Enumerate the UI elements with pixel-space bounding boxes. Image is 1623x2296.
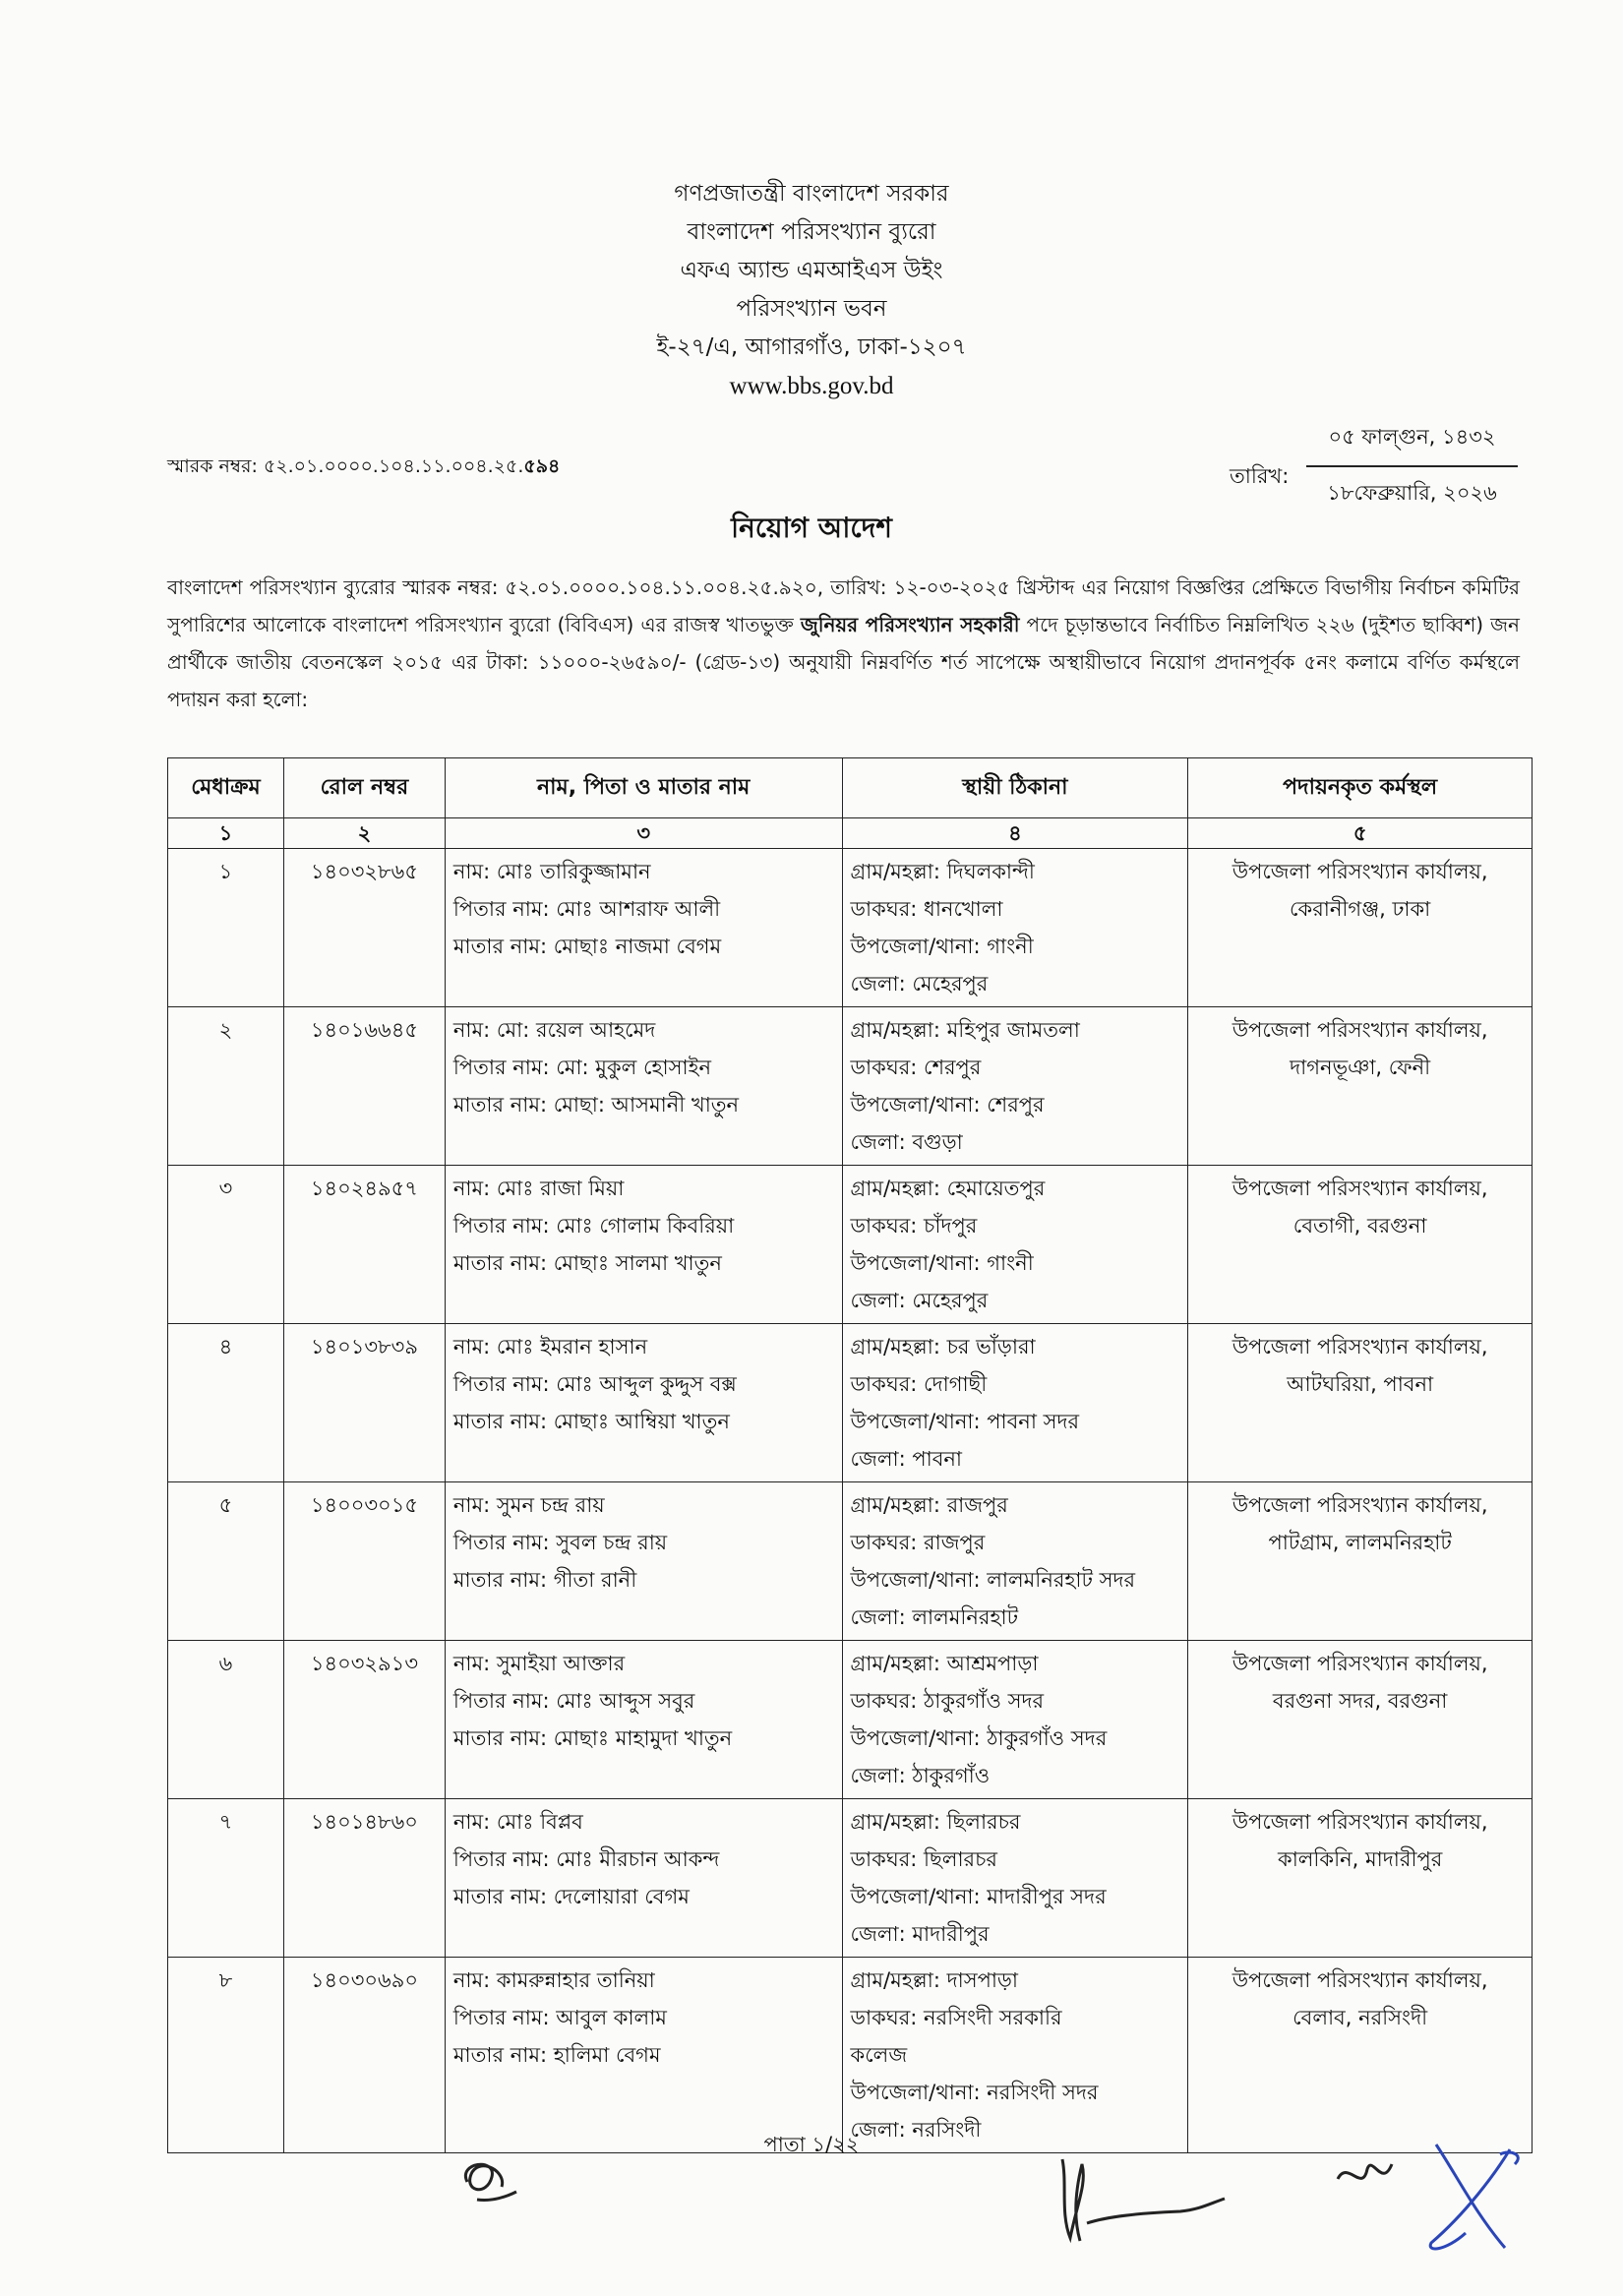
- address-line: গ্রাম/মহল্লা: রাজপুর: [850, 1493, 1008, 1517]
- candidate-name: নাম: কামরুন্নাহার তানিয়া: [452, 1968, 655, 1992]
- posting-line: আটঘরিয়া, পাবনা: [1287, 1372, 1434, 1396]
- col-number: ৪: [842, 818, 1188, 849]
- roll-cell: [283, 1482, 445, 1641]
- candidate-name: নাম: মোঃ রাজা মিয়া: [452, 1177, 625, 1200]
- memo-row: [167, 421, 1520, 510]
- roll-cell: [283, 1324, 445, 1482]
- website-link[interactable]: www.bbs.gov.bd: [729, 373, 894, 399]
- table-row: [168, 1799, 1533, 1958]
- table-row: [168, 1482, 1533, 1641]
- address-line: ডাকঘর: চাঁদপুর: [850, 1214, 978, 1238]
- posting-cell: [1188, 1799, 1533, 1958]
- name-cell: [445, 849, 842, 1007]
- date-label: তারিখ:: [1230, 464, 1290, 488]
- merit-number: ২: [218, 1018, 233, 1042]
- posting-line: বেলাব, নরসিংদী: [1292, 2006, 1428, 2029]
- father-name: পিতার নাম: মোঃ আব্দুল কুদ্দুস বক্স: [452, 1372, 737, 1396]
- mother-name: মাতার নাম: মোছা: আসমানী খাতুন: [452, 1093, 740, 1117]
- page-number: পাতা ১/২২: [763, 2133, 860, 2156]
- memo-number: স্মারক নম্বর: ৫২.০১.০০০০.১০৪.১১.০০৪.২৫.৫৯৪: [167, 455, 561, 477]
- address-cell: [842, 1799, 1188, 1958]
- address-line: জেলা: লালমনিরহাট: [850, 1605, 1019, 1629]
- posting-line: উপজেলা পরিসংখ্যান কার্যালয়,: [1232, 1177, 1488, 1200]
- initial-signature-right: [1328, 2149, 1407, 2208]
- merit-number: ৫: [218, 1493, 233, 1517]
- name-cell: [445, 1324, 842, 1482]
- name-cell: [445, 1958, 842, 2153]
- posting-cell: [1188, 1166, 1533, 1324]
- col-number: ৫: [1188, 818, 1533, 849]
- roll-cell: [283, 1166, 445, 1324]
- name-cell: [445, 1799, 842, 1958]
- candidate-name: নাম: সুমন চন্দ্র রায়: [452, 1493, 605, 1517]
- col-number: ৩: [445, 818, 842, 849]
- mother-name: মাতার নাম: মোছাঃ সালমা খাতুন: [452, 1251, 722, 1275]
- roll-number: ১৪০৩০৬৯০: [310, 1968, 418, 1992]
- address-line: গ্রাম/মহল্লা: আশ্রমপাড়া: [850, 1652, 1039, 1675]
- address-line: উপজেলা/থানা: গাংনী: [850, 1251, 1034, 1275]
- header-posting: পদায়নকৃত কর্মস্থল: [1188, 758, 1533, 818]
- page-title: নিয়োগ আদেশ: [731, 512, 892, 544]
- address-line: জেলা: মেহেরপুর: [850, 972, 989, 996]
- posting-line: উপজেলা পরিসংখ্যান কার্যালয়,: [1232, 1018, 1488, 1042]
- merit-cell: [168, 1799, 284, 1958]
- posting-line: বেতাগী, বরগুনা: [1292, 1214, 1427, 1238]
- col-number: ১: [168, 818, 284, 849]
- posting-cell: [1188, 1007, 1533, 1166]
- appointment-table: [167, 757, 1533, 2153]
- address-line: জেলা: বগুড়া: [850, 1130, 963, 1154]
- bureau-name: বাংলাদেশ পরিসংখ্যান ব্যুরো: [687, 219, 936, 245]
- table-row: [168, 1641, 1533, 1799]
- header-name: নাম, পিতা ও মাতার নাম: [445, 758, 842, 818]
- address-line: উপজেলা/থানা: মাদারীপুর সদর: [850, 1885, 1107, 1908]
- address-line: গ্রাম/মহল্লা: দাসপাড়া: [850, 1968, 1018, 1992]
- date-box: [1306, 421, 1518, 512]
- father-name: পিতার নাম: সুবল চন্দ্র রায়: [452, 1531, 668, 1554]
- address-line: ডাকঘর: শেরপুর: [850, 1056, 982, 1079]
- header-roll: রোল নম্বর: [283, 758, 445, 818]
- merit-cell: [168, 1641, 284, 1799]
- posting-line: কালকিনি, মাদারীপুর: [1278, 1847, 1443, 1871]
- mother-name: মাতার নাম: গীতা রানী: [452, 1568, 637, 1592]
- roll-number: ১৪০৩২৮৬৫: [310, 860, 418, 883]
- signature-middle: [1043, 2145, 1239, 2253]
- wing-name: এফএ অ্যান্ড এমআইএস উইং: [680, 258, 943, 283]
- mother-name: মাতার নাম: মোছাঃ মাহামুদা খাতুন: [452, 1726, 733, 1750]
- roll-cell: [283, 1641, 445, 1799]
- posting-line: পাটগ্রাম, লালমনিরহাট: [1268, 1531, 1452, 1554]
- mother-name: মাতার নাম: হালিমা বেগম: [452, 2043, 661, 2067]
- posting-cell: [1188, 1641, 1533, 1799]
- header-address: স্থায়ী ঠিকানা: [842, 758, 1188, 818]
- posting-line: উপজেলা পরিসংখ্যান কার্যালয়,: [1232, 1810, 1488, 1834]
- father-name: পিতার নাম: মোঃ আশরাফ আলী: [452, 897, 721, 921]
- address-line: গ্রাম/মহল্লা: চর ভাঁড়ারা: [850, 1335, 1036, 1359]
- address-line: উপজেলা/থানা: পাবনা সদর: [850, 1410, 1080, 1433]
- address-cell: [842, 1482, 1188, 1641]
- roll-cell: [283, 1007, 445, 1166]
- column-number-row: [168, 818, 1533, 849]
- address-line: উপজেলা/থানা: গাংনী: [850, 935, 1034, 958]
- father-name: পিতার নাম: মোঃ আব্দুস সবুর: [452, 1689, 695, 1713]
- posting-line: উপজেলা পরিসংখ্যান কার্যালয়,: [1232, 860, 1488, 883]
- candidate-name: নাম: মোঃ বিপ্লব: [452, 1810, 583, 1834]
- address-cell: [842, 1324, 1188, 1482]
- address-line: জেলা: পাবনা: [850, 1447, 962, 1471]
- name-cell: [445, 1641, 842, 1799]
- mother-name: মাতার নাম: দেলোয়ারা বেগম: [452, 1885, 690, 1908]
- table-header-row: [168, 758, 1533, 818]
- father-name: পিতার নাম: আবুল কালাম: [452, 2006, 667, 2029]
- address-line: ডাকঘর: ছিলারচর: [850, 1847, 997, 1871]
- address-line: উপজেলা/থানা: নরসিংদী সদর: [850, 2081, 1099, 2104]
- posting-line: কেরানীগঞ্জ, ঢাকা: [1290, 897, 1431, 921]
- name-cell: [445, 1482, 842, 1641]
- letterhead: [0, 175, 1623, 405]
- roll-number: ১৪০৩২৯১৩: [310, 1652, 418, 1675]
- address-line: ডাকঘর: রাজপুর: [850, 1531, 986, 1554]
- roll-number: ১৪০০৩০১৫: [310, 1493, 418, 1517]
- roll-number: ১৪০১৪৮৬০: [310, 1810, 418, 1834]
- table-row: [168, 1007, 1533, 1166]
- merit-cell: [168, 1958, 284, 2153]
- roll-number: ১৪০১৩৮৩৯: [310, 1335, 418, 1359]
- name-cell: [445, 1166, 842, 1324]
- posting-line: উপজেলা পরিসংখ্যান কার্যালয়,: [1232, 1335, 1488, 1359]
- govt-name: গণপ্রজাতন্ত্রী বাংলাদেশ সরকার: [674, 181, 949, 207]
- address-cell: [842, 1641, 1188, 1799]
- roll-number: ১৪০২৪৯৫৭: [310, 1177, 418, 1200]
- address-cell: [842, 1958, 1188, 2153]
- merit-number: ৬: [218, 1652, 233, 1675]
- merit-cell: [168, 1007, 284, 1166]
- posting-cell: [1188, 1482, 1533, 1641]
- roll-cell: [283, 849, 445, 1007]
- address-line: উপজেলা/থানা: ঠাকুরগাঁও সদর: [850, 1726, 1108, 1750]
- address-line: গ্রাম/মহল্লা: ছিলারচর: [850, 1810, 1021, 1834]
- date-gregorian: ১৮ফেব্রুয়ারি, ২০২৬: [1327, 481, 1497, 505]
- posting-cell: [1188, 849, 1533, 1007]
- posting-line: উপজেলা পরিসংখ্যান কার্যালয়,: [1232, 1968, 1488, 1992]
- address-line: কলেজ: [850, 2043, 908, 2067]
- merit-number: ৮: [218, 1968, 233, 1992]
- address-line: গ্রাম/মহল্লা: দিঘলকান্দী: [850, 860, 1035, 883]
- merit-number: ১: [218, 860, 233, 883]
- merit-cell: [168, 1482, 284, 1641]
- merit-number: ৩: [218, 1177, 233, 1200]
- header-merit: মেধাক্রম: [168, 758, 284, 818]
- address-line: উপজেলা/থানা: লালমনিরহাট সদর: [850, 1568, 1136, 1592]
- mother-name: মাতার নাম: মোছাঃ আম্বিয়া খাতুন: [452, 1410, 730, 1433]
- candidate-name: নাম: মো: রয়েল আহমেদ: [452, 1018, 656, 1042]
- address-cell: [842, 1166, 1188, 1324]
- candidate-name: নাম: সুমাইয়া আক্তার: [452, 1652, 626, 1675]
- candidate-name: নাম: মোঃ ইমরান হাসান: [452, 1335, 648, 1359]
- posting-cell: [1188, 1958, 1533, 2153]
- father-name: পিতার নাম: মো: মুকুল হোসাইন: [452, 1056, 712, 1079]
- merit-number: ৭: [218, 1810, 233, 1834]
- initial-signature-left: [448, 2152, 526, 2211]
- address-line: উপজেলা/থানা: শেরপুর: [850, 1093, 1045, 1117]
- father-name: পিতার নাম: মোঃ মীরচান আকন্দ: [452, 1847, 720, 1871]
- posting-line: উপজেলা পরিসংখ্যান কার্যালয়,: [1232, 1652, 1488, 1675]
- address-line: ডাকঘর: ধানখোলা: [850, 897, 1003, 921]
- mother-name: মাতার নাম: মোছাঃ নাজমা বেগম: [452, 935, 722, 958]
- address-cell: [842, 849, 1188, 1007]
- father-name: পিতার নাম: মোঃ গোলাম কিবরিয়া: [452, 1214, 735, 1238]
- address-line: জেলা: নরসিংদী: [850, 2118, 982, 2142]
- table-row: [168, 1324, 1533, 1482]
- roll-number: ১৪০১৬৬৪৫: [310, 1018, 418, 1042]
- address: ই-২৭/এ, আগারগাঁও, ঢাকা-১২০৭: [656, 334, 967, 360]
- merit-cell: [168, 849, 284, 1007]
- table-row: [168, 1958, 1533, 2153]
- address-line: গ্রাম/মহল্লা: হেমায়েতপুর: [850, 1177, 1046, 1200]
- address-line: জেলা: ঠাকুরগাঁও: [850, 1764, 991, 1787]
- address-line: ডাকঘর: ঠাকুরগাঁও সদর: [850, 1689, 1045, 1713]
- posting-line: দাগনভূঞা, ফেনী: [1290, 1056, 1431, 1079]
- address-line: ডাকঘর: দোগাছী: [850, 1372, 988, 1396]
- address-line: ডাকঘর: নরসিংদী সরকারি: [850, 2006, 1062, 2029]
- candidate-name: নাম: মোঃ তারিকুজ্জামান: [452, 860, 651, 883]
- merit-cell: [168, 1324, 284, 1482]
- posting-cell: [1188, 1324, 1533, 1482]
- table-row: [168, 1166, 1533, 1324]
- merit-cell: [168, 1166, 284, 1324]
- intro-paragraph: বাংলাদেশ পরিসংখ্যান ব্যুরোর স্মারক নম্বর: ৫২.০১.০০০০.১০৪.১১.০০৪.২৫.৯২০, তারিখ: ১২-০৩-২০২৫ খ্রিস্টাব্দ এর নিয়োগ বিজ্ঞপ্তির প্রেক্ষিতে বিভাগীয় নির্বাচন কমিটির সুপারিশের আলোকে বাংলাদেশ পরিসংখ্যান ব্যুরো (বিবিএস) এর রাজস্ব খাতভুক্ত জুনিয়র পরিসংখ্যান সহকারী পদে চূড়ান্তভাবে নির্বাচিত নিম্নলিখিত ২২৬ (দুইশত ছাব্বিশ) জন প্রার্থীকে জাতীয় বেতনস্কেল ২০১৫ এর টাকা: ১১০০০-২৬৫৯০/- (গ্রেড-১৩) অনুযায়ী নিম্নবর্ণিত শর্ত সাপেক্ষে অস্থায়ীভাবে নিয়োগ প্রদানপূর্বক ৫নং কলামে বর্ণিত কর্মস্থলে পদায়ন করা হলো:: [167, 575, 1520, 711]
- posting-line: উপজেলা পরিসংখ্যান কার্যালয়,: [1232, 1493, 1488, 1517]
- name-cell: [445, 1007, 842, 1166]
- address-line: জেলা: মেহেরপুর: [850, 1289, 989, 1312]
- address-line: গ্রাম/মহল্লা: মহিপুর জামতলা: [850, 1018, 1080, 1042]
- table-row: [168, 849, 1533, 1007]
- roll-cell: [283, 1958, 445, 2153]
- signature-blue: [1416, 2135, 1544, 2263]
- date-bangla: ০৫ ফাল্গুন, ১৪৩২: [1306, 421, 1518, 467]
- col-number: ২: [283, 818, 445, 849]
- building-name: পরিসংখ্যান ভবন: [736, 296, 887, 322]
- merit-number: ৪: [218, 1335, 233, 1359]
- posting-line: বরগুনা সদর, বরগুনা: [1272, 1689, 1448, 1713]
- roll-cell: [283, 1799, 445, 1958]
- address-line: জেলা: মাদারীপুর: [850, 1922, 990, 1946]
- address-cell: [842, 1007, 1188, 1166]
